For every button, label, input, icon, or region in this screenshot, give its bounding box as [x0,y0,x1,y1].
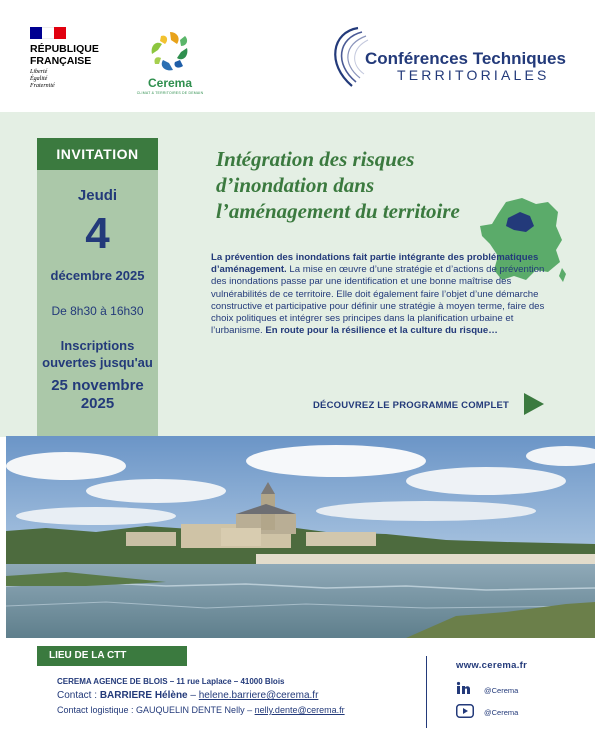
description-body: La mise en œuvre d’une stratégie et d’actions de prévention des inondations passe par une identification et une bonne maîtrise des vulnérabilités de ce territoire. Elle doit également faire l’objet d’une démarche constructive et participative pour définir une stratégie à moyen terme, faire des choix politiques et intégrer ses principes dans la planification urbaine et l’urbanisme. [211,264,545,337]
cerema-tagline: CLIMAT & TERRITOIRES DE DEMAIN [136,91,204,95]
linkedin-handle[interactable]: @Cerema [484,686,519,695]
ctt-arcs-icon [322,24,370,90]
page-title: Intégration des risques d’inondation dans l’aménagement du territoire [216,147,460,223]
event-month-year: décembre 2025 [50,268,145,283]
youtube-icon[interactable] [456,704,474,718]
ctt-subtitle: TERRITORIALES [397,67,550,83]
invitation-tab [37,138,158,170]
footer-divider [426,656,427,728]
logistic-email-link[interactable]: nelly.dente@cerema.fr [254,705,345,715]
french-flag-icon [30,27,66,39]
description-closing: En route pour la résilience et la culture du risque… [262,325,498,337]
ctt-logo [322,22,582,92]
logistic-contact-name: GAUQUELIN DENTE Nelly [136,705,245,715]
contact-line: Contact : BARRIERE Hélène – helene.barriere@cerema.fr [57,690,319,701]
invitation-label: INVITATION [56,146,139,162]
cerema-logo [135,28,205,95]
linkedin-icon[interactable] [456,681,474,695]
arrow-right-icon[interactable] [524,393,544,415]
logistic-contact-line: Contact logistique : GAUQUELIN DENTE Nelly – nelly.dente@cerema.fr [57,705,345,715]
rf-name: RÉPUBLIQUE FRANÇAISE [30,43,99,67]
republique-francaise-logo [30,27,110,97]
header [0,0,595,112]
contact-name: BARRIERE Hélène [99,690,188,701]
contact-email-link[interactable]: helene.barriere@cerema.fr [198,690,319,701]
event-date-number: 4 [85,209,110,258]
venue-address: CEREMA AGENCE DE BLOIS – 11 rue Laplace – 41000 Blois [57,677,285,686]
description-lead: La prévention des inondations fait partie intégrante des problématiques d’aménagement. [211,252,539,276]
description-text [211,252,546,337]
registration-text: Inscriptions ouvertes jusqu'au [42,338,153,370]
program-link[interactable]: DÉCOUVREZ LE PROGRAMME COMPLET [313,400,510,411]
cerema-name: Cerema [147,76,193,90]
cerema-emblem-icon [147,28,193,74]
blois-photo [6,436,595,638]
website-link[interactable]: www.cerema.fr [456,660,528,671]
youtube-handle[interactable]: @Cerema [484,708,519,717]
event-day: Jeudi [77,187,118,204]
venue-label: LIEU DE LA CTT [49,650,127,661]
registration-deadline: 25 novembre 2025 [51,377,144,412]
venue-tab [37,646,187,666]
event-hours: De 8h30 à 16h30 [51,304,144,318]
ctt-title: Conférences Techniques [365,49,566,68]
rf-motto: Liberté Égalité Fraternité [30,69,55,89]
